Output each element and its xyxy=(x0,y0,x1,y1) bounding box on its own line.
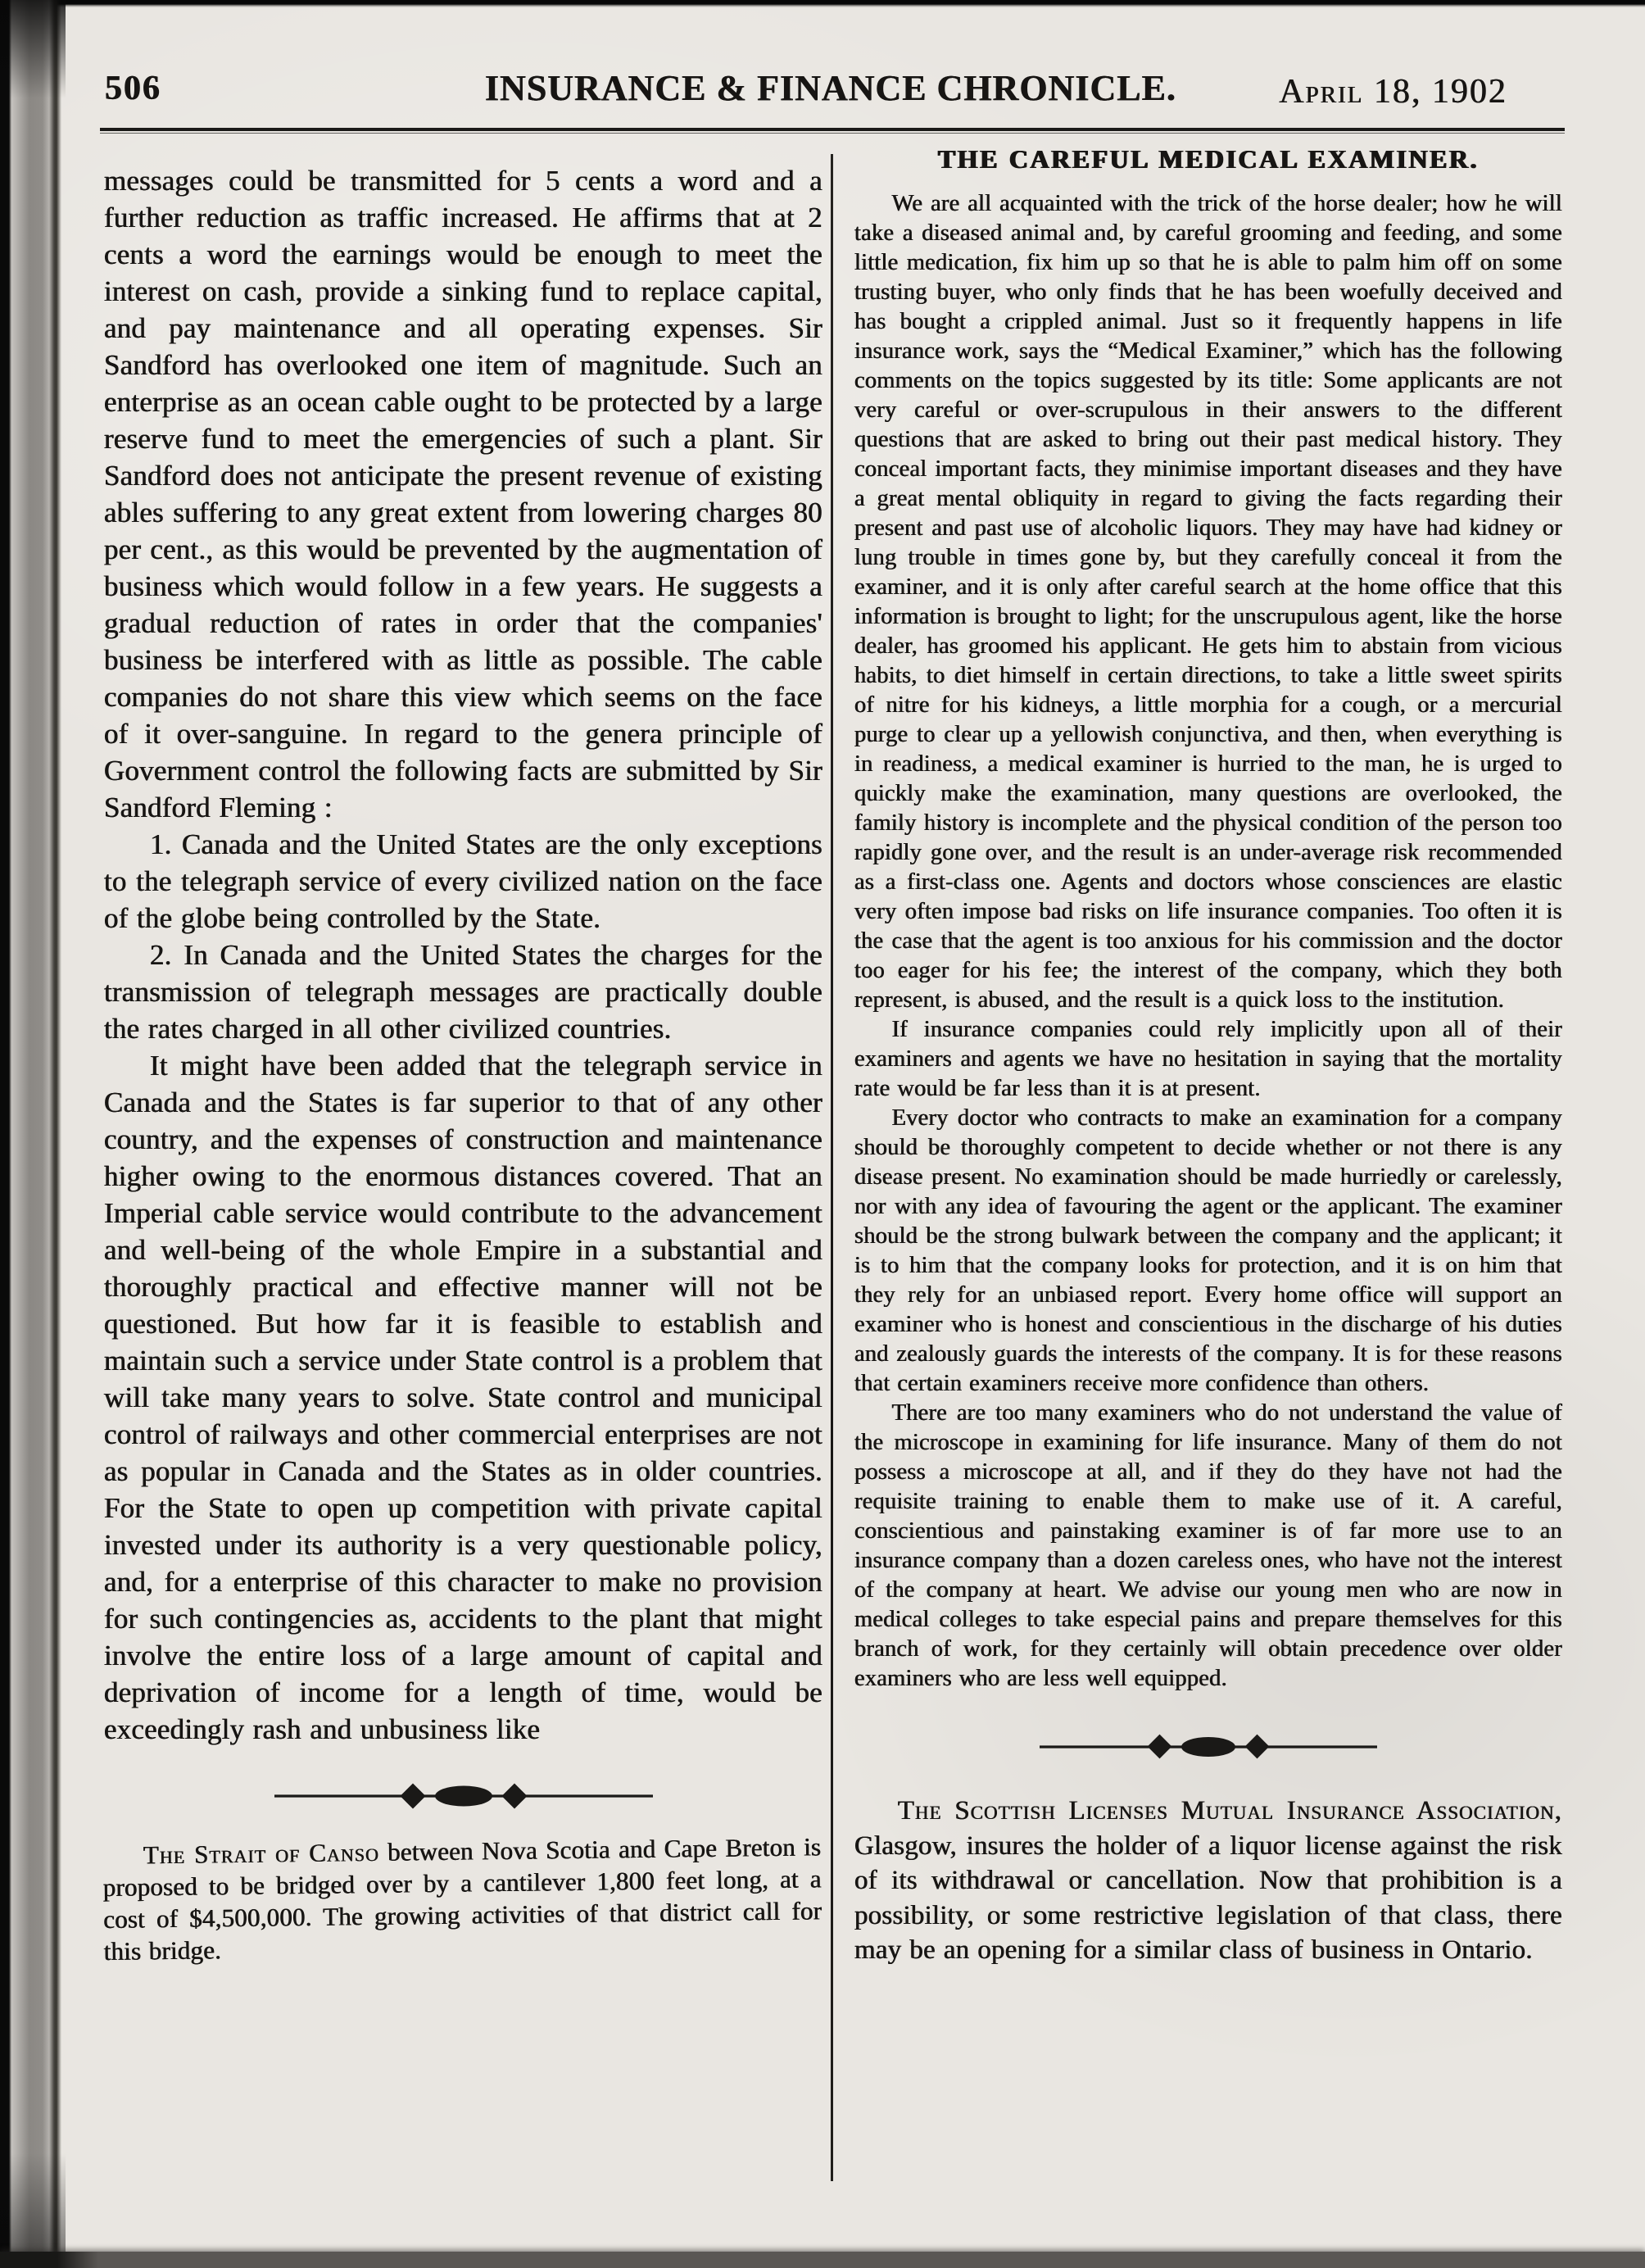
note-text: between Nova Scotia and Cape Breton is proposed to be bridged over by a cantilever 1,800 feet long, at a cost of $4,500,000. The growing activities of that district call for this bridge. xyxy=(102,1832,822,1966)
section-divider xyxy=(104,1782,822,1810)
body-paragraph: There are too many examiners who do not understand the value of the microscope in examining for life insurance. Many of them do not possess a microscope at all, and if they do they have not had the requisite training to enable them to make use of it. A careful, conscientious and painstaking examiner is of far more use to an insurance company than a dozen careless ones, who have not the interest of the company at heart. We advise our young men who are now in medical colleges to take especial pains and prepare themselves for this branch of work, for they certainly will obtain precedence over older examiners who are less well equipped. xyxy=(854,1400,1562,1691)
body-paragraph: If insurance companies could rely implicitly upon all of their examiners and agents we have no hesitation in saying that the mortality rate would be far less than it is at present. xyxy=(854,1017,1562,1101)
article-title: THE CAREFUL MEDICAL EXAMINER. xyxy=(937,144,1480,174)
scan-edge-top xyxy=(0,0,1645,7)
note-lead: The Strait of Canso xyxy=(143,1837,380,1870)
body-paragraph: We are all acquainted with the trick of the horse dealer; how he will take a diseased animal and, by careful grooming and feeding, and some little medication, fix him up so that he is able to palm him off on some trusting buyer, who only finds that he has been woefully deceived and has bought a crippled animal. Just so it frequently happens in life insurance work, says the “Medical Examiner,” which has the following comments on the topics suggested by its title: Some applicants are not very careful or over-scrupulous in their answers to the different questions that are asked to bring out their past medical history. They conceal important facts, they minimise important diseases and they have a great mental obliquity in regard to giving the facts regarding their present and past use of alcoholic liquors. They may have had kidney or lung trouble in times gone by, but they carefully conceal it from the examiner, and it is only after careful search at the home office that this information is brought to light; for the unscrupulous agent, like the horse dealer, has groomed his applicant. He gets him to abstain from vicious habits, to diet himself in certain directions, to take a little sweet spirits of nitre for his kidneys, a little morphia for a cough, or a mercurial purge to clear up a yellowish conjunctiva, and then, when everything is in readiness, a medical examiner is hurried to the man, he is urged to quickly make the examination, many questions are overlooked, the family history is incomplete and the physical condition of the person too rapidly gone over, and the result is an under-average risk recommended as a first-class one. Agents and doctors whose consciences are elastic very often impose bad risks on life insurance companies. Too often it is the case that the agent is too anxious for his commission and the doctor too eager for his fee; the interest of the company, which they both represent, is abused, and the result is a quick loss to the institution. xyxy=(854,191,1562,1013)
numbered-item-1: 1. Canada and the United States are the only exceptions to the telegraph service of every civilized nation on the face of the globe being controlled by the State. xyxy=(104,828,822,934)
scan-edge-left xyxy=(0,0,66,2268)
scan-edge-bottom xyxy=(0,2252,1645,2268)
masthead-title: INSURANCE & FINANCE CHRONICLE. xyxy=(484,68,1177,108)
fleuron-divider-icon xyxy=(271,1782,656,1810)
header-rule xyxy=(100,128,1565,135)
numbered-item-2: 2. In Canada and the United States the charges for the transmission of telegraph messages are practically double the rates charged in all other civilized countries. xyxy=(104,939,822,1045)
right-column xyxy=(854,144,1562,1968)
fleuron-divider-icon xyxy=(1036,1733,1380,1761)
note-text: Glasgow, insures the holder of a liquor license against the risk of its withdrawal or cancellation. Now that prohibition is a possibility, or some restrictive legislation of that class, there may be an opening for a similar class of business in Ontario. xyxy=(854,1830,1562,1965)
section-divider xyxy=(854,1733,1562,1761)
page-number: 506 xyxy=(105,70,161,107)
news-note xyxy=(854,1794,1562,1968)
body-paragraph: It might have been added that the telegraph service in Canada and the States is far superior to that of any other country, and the expenses of construction and maintenance higher owing to the enormous distances covered. That an Imperial cable service would contribute to the advancement and well-being of the whole Empire in a substantial and thoroughly practical and effective manner will not be questioned. But how far it is feasible to establish and maintain such a service under State control is a problem that will take many years to solve. State control and municipal control of railways and other commercial enterprises are not as popular in Canada and the States as in older countries. For the State to open up competition with private capital invested under its authority is a very questionable policy, and, for a enterprise of this character to make no provision for such contingencies as, accidents to the plant that might involve the entire loss of a large amount of capital and deprivation of income for a length of time, would be exceedingly rash and unbusiness like xyxy=(104,1050,822,1745)
note-lead: The Scottish Licenses Mutual Insurance Association, xyxy=(897,1796,1562,1826)
left-column xyxy=(104,162,822,1967)
news-note xyxy=(102,1830,822,1967)
issue-date: April 18, 1902 xyxy=(1279,73,1507,111)
body-paragraph: Every doctor who contracts to make an examination for a company should be thoroughly competent to decide whether or not there is any disease present. No examination should be made hurriedly or carelessly, nor with any idea of favouring the agent or the applicant. The examiner should be the strong bulwark between the company and the applicant; it is to him that the company looks for protection, and it is on him that they rely for an unbiased report. Every home office will support an examiner who is honest and conscientious in the discharge of his duties and zealously guards the interests of the company. It is for these reasons that certain examiners receive more confidence than others. xyxy=(854,1105,1562,1396)
body-paragraph: messages could be transmitted for 5 cents a word and a further reduction as traffic increased. He affirms that at 2 cents a word the earnings would be enough to meet the interest on cash, provide a sinking fund to replace capital, and pay maintenance and all operating expenses. Sir Sandford has overlooked one item of magnitude. Such an enterprise as an ocean cable ought to be protected by a large reserve fund to meet the emergencies of such a plant. Sir Sandford does not anticipate the present revenue of existing ables suffering to any great extent from lowering charges 80 per cent., as this would be prevented by the augmentation of business which would follow in a few years. He suggests a gradual reduction of rates in order that the companies' business be interfered with as little as possible. The cable companies do not share this view which seems on the face of it over-sanguine. In regard to the genera principle of Government control the following facts are submitted by Sir Sandford Fleming : xyxy=(104,165,822,823)
column-divider-rule xyxy=(831,154,833,2181)
